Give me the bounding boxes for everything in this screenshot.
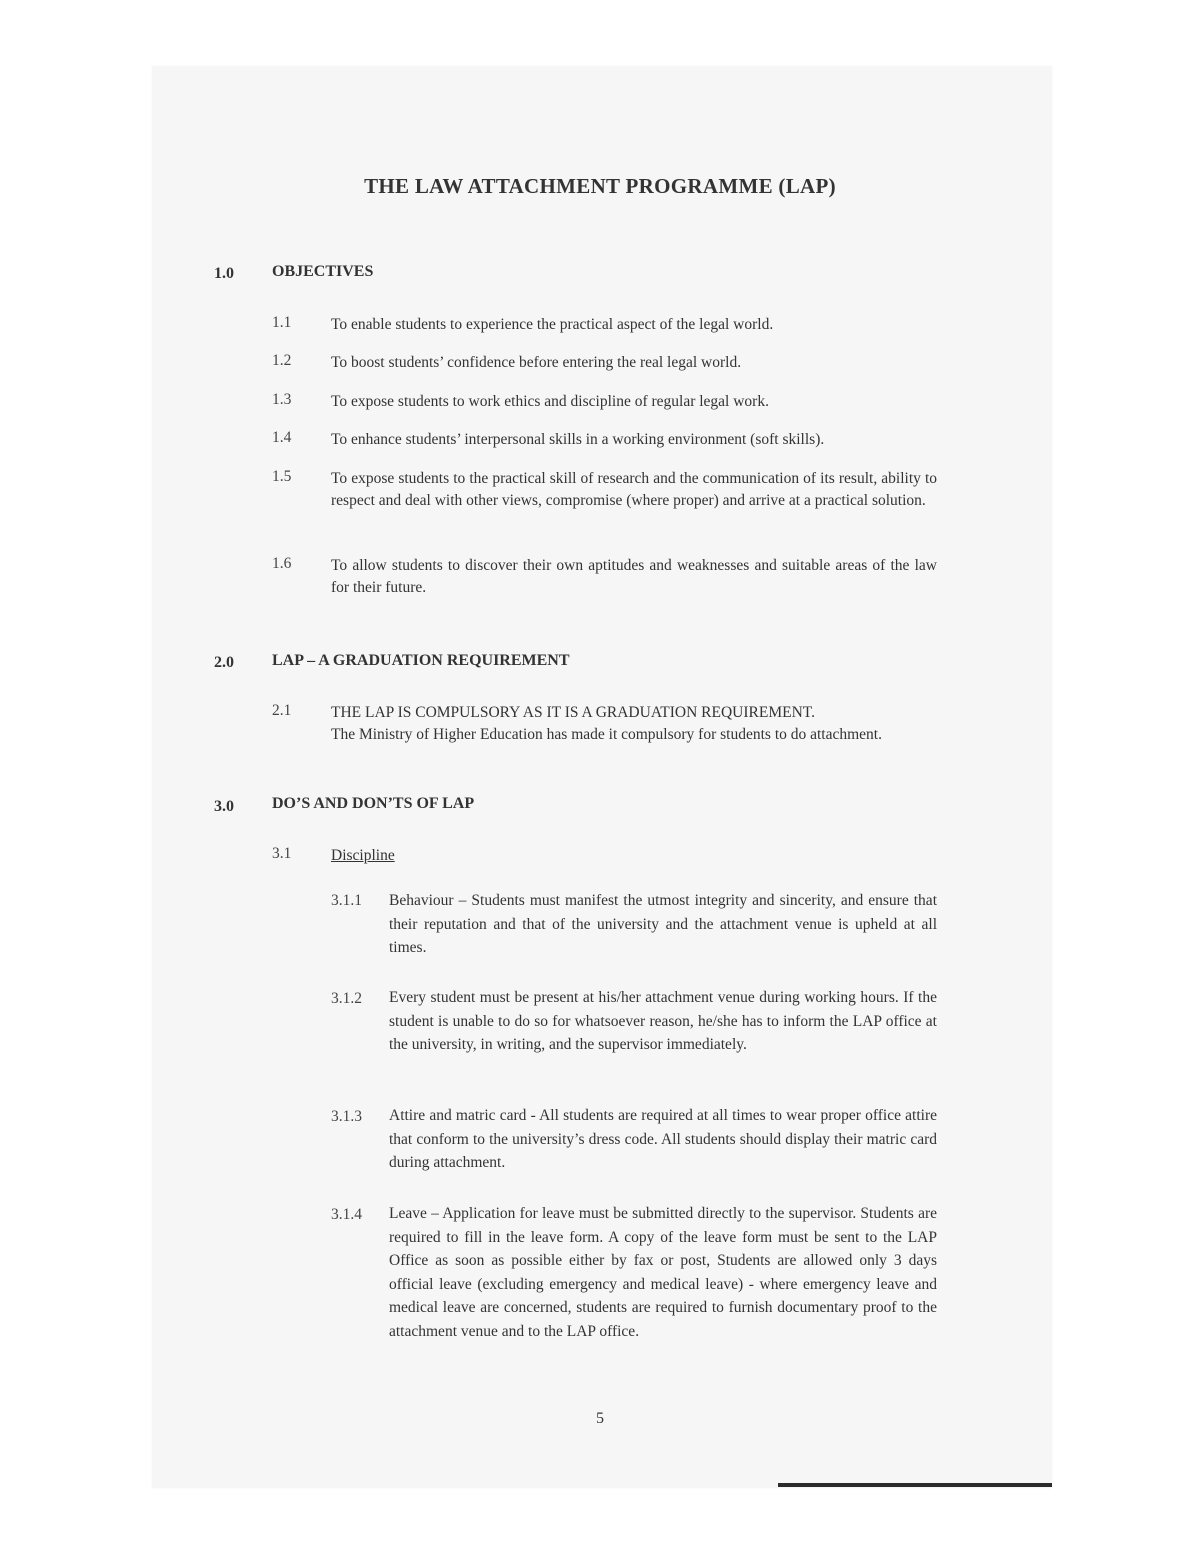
section-number: 1.0 bbox=[214, 265, 234, 282]
subsection-heading-discipline: Discipline bbox=[331, 847, 395, 864]
objective-text: To enhance students’ interpersonal skills in a working environment (soft skills). bbox=[331, 431, 825, 448]
section-title-dos-and-donts: DO’S AND DON’TS OF LAP bbox=[272, 795, 475, 812]
discipline-rule-text: Behaviour – Students must manifest the utmost integrity and sincerity, and ensure that their reputation and that of the university and the attachment venue is upheld at all times. bbox=[389, 892, 937, 956]
subitem-number: 3.1.1 bbox=[331, 892, 362, 909]
scan-edge-line bbox=[778, 1483, 1052, 1487]
section-number: 3.0 bbox=[214, 798, 234, 815]
requirement-line: THE LAP IS COMPULSORY AS IT IS A GRADUATION REQUIREMENT. bbox=[331, 704, 815, 721]
section-number: 2.0 bbox=[214, 654, 234, 671]
item-number: 1.5 bbox=[272, 468, 292, 485]
requirement-line: The Ministry of Higher Education has made it compulsory for students to do attachment. bbox=[331, 725, 882, 743]
objective-text: To expose students to the practical skill of research and the communication of its result, ability to respect and deal with other views, compromise (where proper) and arrive at a practical solution. bbox=[331, 470, 937, 509]
objective-text: To expose students to work ethics and discipline of regular legal work. bbox=[331, 393, 769, 410]
objective-text: To allow students to discover their own aptitudes and weaknesses and suitable areas of the law for their future. bbox=[331, 557, 937, 596]
subitem-number: 3.1.4 bbox=[331, 1206, 362, 1223]
document-title: THE LAW ATTACHMENT PROGRAMME (LAP) bbox=[364, 174, 836, 198]
section-title-graduation-requirement: LAP – A GRADUATION REQUIREMENT bbox=[272, 652, 570, 669]
objective-text: To enable students to experience the practical aspect of the legal world. bbox=[331, 316, 774, 333]
section-title-objectives: OBJECTIVES bbox=[272, 263, 374, 280]
discipline-rule-text: Every student must be present at his/her attachment venue during working hours. If the student is unable to do so for whatsoever reason, he/she has to inform the LAP office at the university, in writing, and the supervisor immediately. bbox=[389, 989, 937, 1053]
discipline-rule-text: Attire and matric card - All students are required at all times to wear proper office attire that conform to the university’s dress code. All students should display their matric card during attachment. bbox=[389, 1107, 937, 1171]
item-number: 1.6 bbox=[272, 555, 292, 572]
page-number: 5 bbox=[596, 1410, 604, 1427]
item-number: 1.3 bbox=[272, 391, 292, 408]
subitem-number: 3.1.3 bbox=[331, 1108, 362, 1125]
item-number: 2.1 bbox=[272, 702, 292, 719]
item-number: 1.2 bbox=[272, 352, 292, 369]
item-number: 1.4 bbox=[272, 429, 292, 446]
objective-text: To boost students’ confidence before entering the real legal world. bbox=[331, 354, 742, 371]
subitem-number: 3.1.2 bbox=[331, 990, 362, 1007]
discipline-rule-text: Leave – Application for leave must be submitted directly to the supervisor. Students are required to fill in the leave form. A copy of the leave form must be sent to the LAP Office as soon as possible either by fax or post, Students are allowed only 3 days official leave (excluding emergency and medical leave) - where emergency leave and medical leave are concerned, students are required to furnish documentary proof to the attachment venue and to the LAP office. bbox=[389, 1205, 937, 1340]
item-number: 3.1 bbox=[272, 845, 292, 862]
requirement-text bbox=[331, 702, 937, 745]
item-number: 1.1 bbox=[272, 314, 292, 331]
